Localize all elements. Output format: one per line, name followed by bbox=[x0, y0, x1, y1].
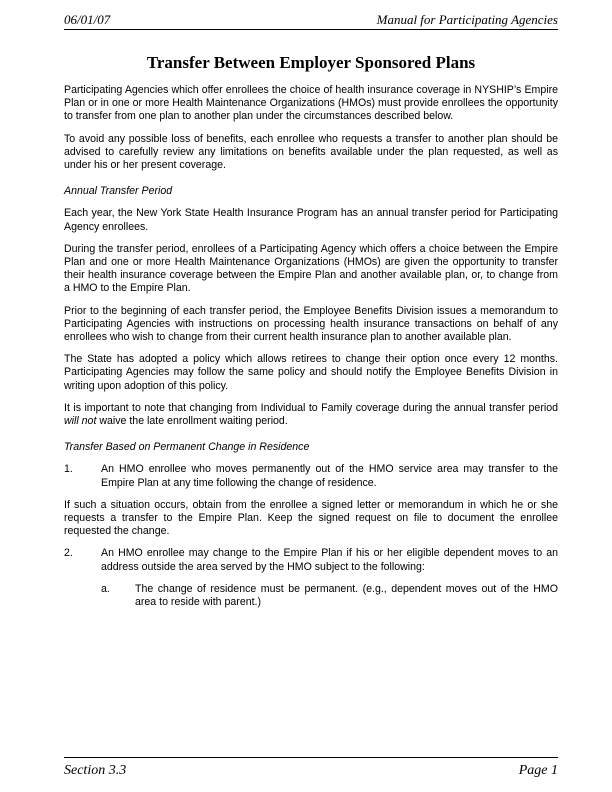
list-item-2a-text: The change of residence must be permanent. (e.g., dependent moves out of the HMO area to reside with parent.) bbox=[135, 582, 558, 609]
residence-heading: Transfer Based on Permanent Change in Residence bbox=[64, 441, 310, 454]
footer-page-number: Page 1 bbox=[518, 763, 558, 778]
annual-paragraph-3: Prior to the beginning of each transfer period, the Employee Benefits Division issues a memorandum to Participating Agencies with instructions on processing health insurance transactions on behalf of any enrollees who wish to change from their current health insurance plan to another available plan. bbox=[64, 304, 558, 344]
list-item-2a-letter: a. bbox=[101, 582, 110, 595]
annual-transfer-heading: Annual Transfer Period bbox=[64, 185, 173, 198]
annual-p5-before: It is important to note that changing from Individual to Family coverage during the annual transfer period bbox=[64, 401, 558, 414]
list-item-2-number: 2. bbox=[64, 547, 73, 560]
list-item-1 bbox=[64, 463, 558, 489]
list-item-2a bbox=[64, 583, 558, 609]
annual-paragraph-1: Each year, the New York State Health Insurance Program has an annual transfer period for Participating Agency enrollees. bbox=[64, 207, 558, 233]
intro-paragraph-2: To avoid any possible loss of benefits, each enrollee who requests a transfer to another plan should be advised to carefully review any limitations on benefits available under the plan requested, as well as under his or her present coverage. bbox=[64, 132, 558, 172]
header-manual-title: Manual for Participating Agencies bbox=[376, 12, 558, 27]
annual-paragraph-5 bbox=[64, 402, 558, 428]
intro-paragraph-1: Participating Agencies which offer enrollees the choice of health insurance coverage in NYSHIP’s Empire Plan or in one or more Health Maintenance Organizations (HMOs) must provide enrollees the opportunity to transfer from one plan to another plan under the circumstances described below. bbox=[64, 84, 558, 123]
list-item-2-text: An HMO enrollee may change to the Empire Plan if his or her eligible dependent moves to an address outside the area served by the HMO subject to the following: bbox=[101, 547, 558, 573]
list-item-1-detail: If such a situation occurs, obtain from the enrollee a signed letter or memorandum in which he or she requests a transfer to the Empire Plan. Keep the signed request on file to document the enrollee requested the change. bbox=[64, 498, 558, 538]
page-footer bbox=[64, 757, 558, 782]
annual-p5-after: waive the late enrollment waiting period. bbox=[96, 415, 288, 428]
annual-paragraph-4: The State has adopted a policy which allows retirees to change their option once every 12 months. Participating Agencies may follow the same policy and should notify the Employee Benefits Division in writing upon adoption of this policy. bbox=[64, 353, 558, 392]
document-body bbox=[64, 84, 558, 609]
footer-section: Section 3.3 bbox=[64, 763, 127, 778]
list-item-1-number: 1. bbox=[64, 463, 73, 476]
list-item-2 bbox=[64, 547, 558, 573]
header-date: 06/01/07 bbox=[64, 12, 111, 27]
annual-paragraph-2: During the transfer period, enrollees of a Participating Agency which offers a choice between the Empire Plan and one or more Health Maintenance Organizations (HMOs) are given the opportunity to transfer their health insurance coverage between the Empire Plan and another available plan, or, to change from a HMO to the Empire Plan. bbox=[64, 242, 558, 295]
annual-p5-emphasis: will not bbox=[64, 415, 97, 428]
list-item-1-text: An HMO enrollee who moves permanently out of the HMO service area may transfer to the Empire Plan at any time following the change of residence. bbox=[101, 463, 558, 489]
page-header bbox=[64, 10, 558, 30]
page-title: Transfer Between Employer Sponsored Plans bbox=[146, 53, 476, 72]
